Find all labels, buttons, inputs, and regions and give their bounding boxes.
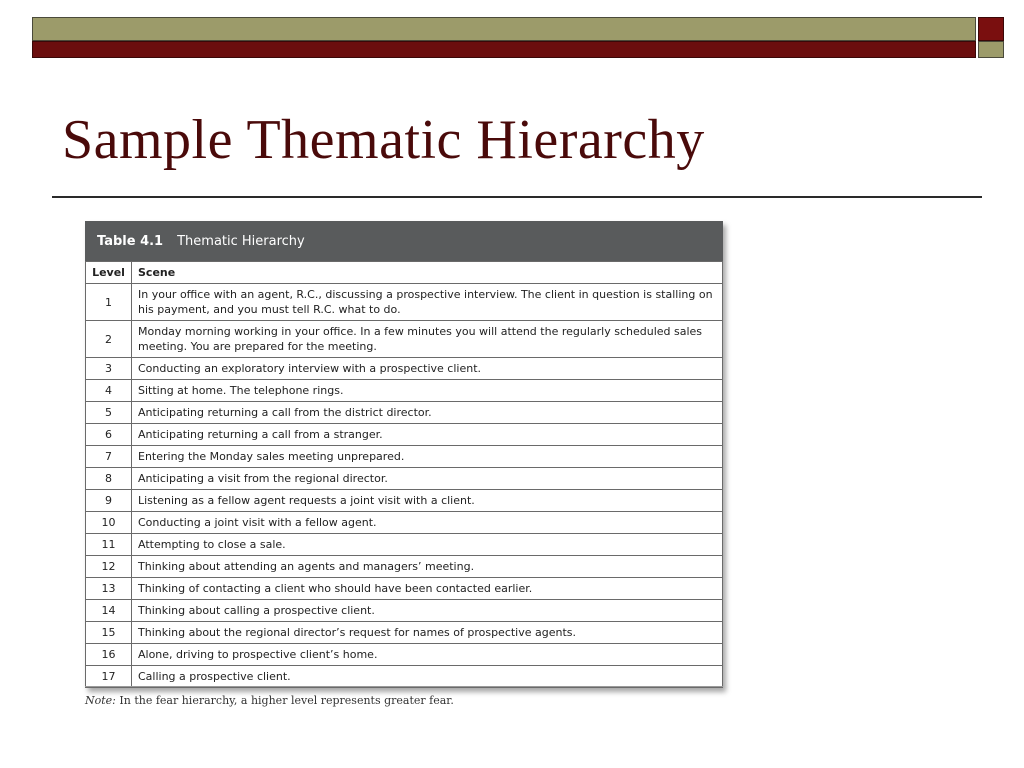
scene-cell: Alone, driving to prospective client’s home. [132, 644, 723, 666]
hierarchy-table-figure [85, 221, 723, 688]
table-row [86, 424, 723, 446]
header-band-olive [32, 17, 976, 41]
header-band-maroon [32, 41, 976, 58]
table-row [86, 534, 723, 556]
level-cell: 2 [86, 321, 132, 358]
level-cell: 7 [86, 446, 132, 468]
level-cell: 8 [86, 468, 132, 490]
scene-cell: Thinking of contacting a client who should have been contacted earlier. [132, 578, 723, 600]
table-note [85, 694, 454, 707]
level-cell: 4 [86, 380, 132, 402]
table-row [86, 644, 723, 666]
scene-cell: In your office with an agent, R.C., discussing a prospective interview. The client in question is stalling on his payment, and you must tell R.C. what to do. [132, 284, 723, 321]
scene-cell: Thinking about calling a prospective client. [132, 600, 723, 622]
table-row [86, 446, 723, 468]
header-corner-block-maroon [978, 17, 1004, 41]
level-cell: 13 [86, 578, 132, 600]
scene-cell: Listening as a fellow agent requests a joint visit with a client. [132, 490, 723, 512]
table-header-row [86, 262, 723, 284]
level-cell: 15 [86, 622, 132, 644]
table-row [86, 490, 723, 512]
table-caption: Thematic Hierarchy [177, 233, 305, 249]
scene-cell: Conducting an exploratory interview with a prospective client. [132, 358, 723, 380]
table-row [86, 666, 723, 688]
note-text: In the fear hierarchy, a higher level represents greater fear. [119, 694, 454, 707]
scene-cell: Anticipating returning a call from a stranger. [132, 424, 723, 446]
scene-cell: Conducting a joint visit with a fellow agent. [132, 512, 723, 534]
table-row [86, 512, 723, 534]
table-row [86, 600, 723, 622]
table-row [86, 468, 723, 490]
scene-cell: Attempting to close a sale. [132, 534, 723, 556]
slide-title: Sample Thematic Hierarchy [62, 109, 705, 171]
level-cell: 1 [86, 284, 132, 321]
table-row [86, 358, 723, 380]
scene-cell: Anticipating returning a call from the district director. [132, 402, 723, 424]
table-row [86, 402, 723, 424]
note-divider [85, 686, 723, 687]
note-label: Note: [85, 694, 116, 707]
table-caption-bar [85, 221, 723, 261]
table-row [86, 284, 723, 321]
hierarchy-table [85, 261, 723, 688]
level-cell: 3 [86, 358, 132, 380]
table-row [86, 622, 723, 644]
level-cell: 12 [86, 556, 132, 578]
level-cell: 10 [86, 512, 132, 534]
column-header-scene: Scene [132, 262, 723, 284]
scene-cell: Entering the Monday sales meeting unprepared. [132, 446, 723, 468]
title-divider [52, 196, 982, 198]
table-row [86, 380, 723, 402]
table-number: Table 4.1 [97, 233, 164, 249]
header-corner-block-olive [978, 41, 1004, 58]
level-cell: 14 [86, 600, 132, 622]
table-row [86, 556, 723, 578]
level-cell: 11 [86, 534, 132, 556]
column-header-level: Level [86, 262, 132, 284]
level-cell: 16 [86, 644, 132, 666]
scene-cell: Calling a prospective client. [132, 666, 723, 688]
scene-cell: Anticipating a visit from the regional director. [132, 468, 723, 490]
level-cell: 5 [86, 402, 132, 424]
level-cell: 6 [86, 424, 132, 446]
table-body [86, 284, 723, 688]
scene-cell: Thinking about attending an agents and managers’ meeting. [132, 556, 723, 578]
scene-cell: Sitting at home. The telephone rings. [132, 380, 723, 402]
scene-cell: Thinking about the regional director’s request for names of prospective agents. [132, 622, 723, 644]
scene-cell: Monday morning working in your office. In a few minutes you will attend the regularly scheduled sales meeting. You are prepared for the meeting. [132, 321, 723, 358]
table-row [86, 578, 723, 600]
level-cell: 9 [86, 490, 132, 512]
table-row [86, 321, 723, 358]
level-cell: 17 [86, 666, 132, 688]
